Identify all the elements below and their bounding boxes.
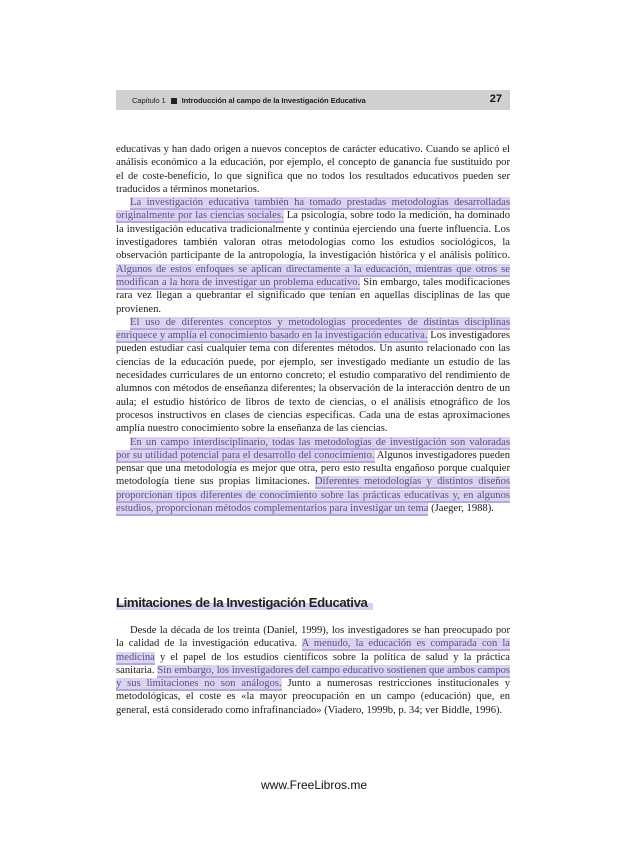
paragraph-5: [116, 624, 510, 717]
highlight: El uso de diferentes conceptos y metodologías procedentes de distintas disciplinas enriquece y amplía el conocimiento basado en la investigación educativa.: [116, 316, 510, 342]
paragraph-4: [116, 436, 510, 516]
highlight: En un campo interdisciplinario, todas las metodologías de investigación son valoradas por su utilidad potencial para el desarrollo del conocimiento.: [116, 436, 510, 461]
text-block-2: [116, 624, 510, 717]
paragraph-2: [116, 196, 510, 316]
footer-watermark: www.FreeLibros.me: [260, 778, 368, 792]
highlight: Sin embargo, los investigadores del campo educativo sostienen que ambos campos y sus limitaciones no son análogos.: [116, 664, 511, 690]
paragraph-text: Desde la década de los treinta (Daniel, 1999), los investigadores se han preocupado por la calidad de la investigación educativa.: [116, 625, 510, 650]
chapter-title: Introducción al campo de la Investigación Educativa: [181, 95, 366, 105]
paragraph-text: La psicología, sobre todo la medición, ha dominado la investigación educativa tradicionalmente y continúa ejerciendo una fuerte influencia. Los investigadores también valoran otras metodologías como los estudios sociológicos, la observación participante de la antropología, la investigación histórica y el análisis político.: [116, 210, 510, 262]
highlight: Diferentes metodologías y distintos diseños proporcionan tipos diferentes de conocimiento sobre las prácticas educativas y, en algunos estudios, proporcionan métodos complementarios para investigar un tema: [116, 476, 510, 515]
chapter-label: Capítulo 1: [132, 95, 166, 105]
text-block-1: [116, 143, 510, 515]
paragraph-text: Algunos investigadores pueden pensar que una metodología es mejor que otra, pero esto resulta engañoso porque cualquier metodología tiene sus propias limitaciones.: [116, 449, 510, 488]
paragraph-3: [116, 316, 510, 436]
square-bullet-icon: [171, 98, 177, 104]
paragraph-text: Los investigadores pueden estudiar casi cualquier tema con diferentes métodos. Un asunto relacionado con las ciencias de la educación puede, por ejemplo, ser investigado mediante un estudio de las necesidades curriculares de un entorno concreto; el estudio comparativo del rendimiento de alumnos con métodos de enseñanza diferentes; la observación de la interacción dentro de un aula; el estudio histórico de libros de texto de ciencias, o el análisis etnográfico de los procesos instructivos en clases de ciencias específicas. Cada una de estas aproximaciones amplía nuestro conocimiento sobre la enseñanza de las ciencias.: [116, 330, 510, 435]
paragraph-text: y el papel de los estudios científicos sobre la política de salud y la práctica sanitaria.: [116, 651, 510, 676]
highlight: A menudo, la educación es comparada con la medicina: [116, 638, 510, 663]
running-header-text: [116, 96, 366, 105]
paragraph-text: (Jaeger, 1988).: [428, 503, 494, 515]
highlight: La investigación educativa también ha tomado prestadas metodologías desarrolladas originalmente por las ciencias sociales.: [116, 197, 510, 222]
highlight: Algunos de estos enfoques se aplican directamente a la educación, mientras que otros se modifican a la hora de investigar un problema educativo.: [116, 263, 510, 288]
section-heading: [116, 595, 373, 610]
paragraph-1: educativas y han dado origen a nuevos conceptos de carácter educativo. Cuando se aplicó el análisis económico a la educación, por ejemplo, el concepto de ganancia fue sustituido por el de coste-beneficio, lo que significa que no todos los resultados educativos pueden ser traducidos a términos monetarios.: [116, 144, 510, 195]
paragraph-text: Junto a numerosas restricciones institucionales y metodológicas, el coste es «la mayor preocupación en un campo (educación) que, en general, está considerado como infrafinanciado» (Viadero, 1999b, p. 34; ver Biddle, 1996).: [116, 678, 510, 716]
running-header: [116, 90, 510, 110]
section-heading-text: Limitaciones de la Investigación Educativa: [116, 595, 373, 610]
paragraph-text: Sin embargo, tales modificaciones rara vez llegan a quebrantar el significado que tenían en aquellas disciplinas de las que provienen.: [116, 276, 510, 315]
page-number: 27: [489, 93, 502, 105]
